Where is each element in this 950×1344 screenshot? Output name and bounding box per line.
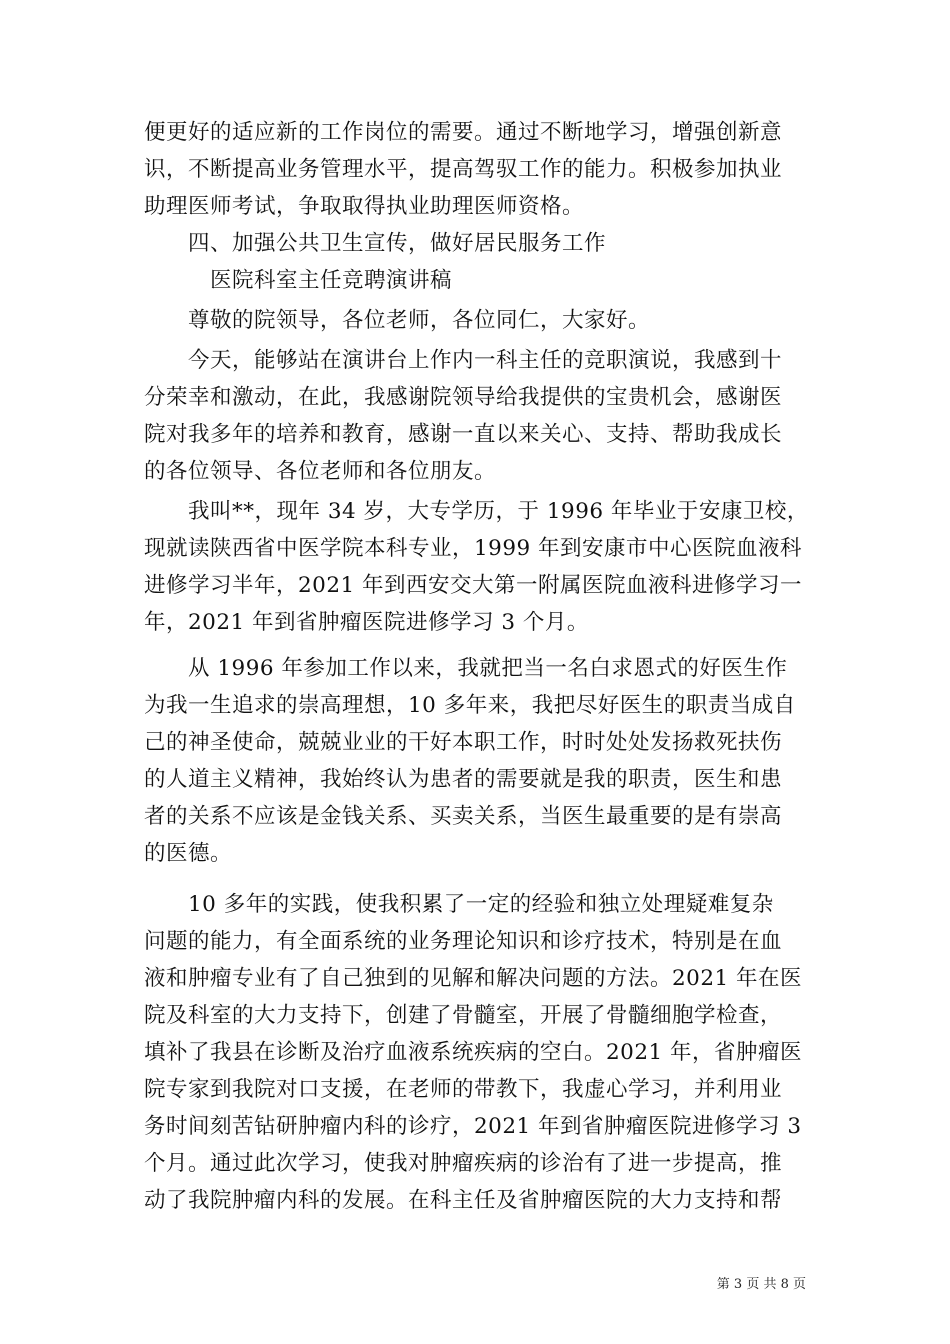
text-line: 个月。通过此次学习，使我对肿瘤疾病的诊治有了进一步提高，推 xyxy=(144,1151,783,1176)
text-line: 务时间刻苦钻研肿瘤内科的诊疗，2021 年到省肿瘤医院进修学习 3 xyxy=(144,1114,802,1139)
text-line: 己的神圣使命，兢兢业业的干好本职工作，时时处处发扬救死扶伤 xyxy=(144,730,783,755)
text-line: 的各位领导、各位老师和各位朋友。 xyxy=(144,459,497,484)
text-line: 的医德。 xyxy=(144,841,233,866)
document-body xyxy=(144,114,809,1219)
speech-title: 医院科室主任竞聘演讲稿 xyxy=(144,268,453,293)
text-line: 问题的能力，有全面系统的业务理论知识和诊疗技术，特别是在血 xyxy=(144,929,783,954)
text-line: 便更好的适应新的工作岗位的需要。通过不断地学习，增强创新意 xyxy=(144,120,783,145)
text-line: 进修学习半年，2021 年到西安交大第一附属医院血液科进修学习一 xyxy=(144,573,803,598)
text-line: 分荣幸和激动，在此，我感谢院领导给我提供的宝贵机会，感谢医 xyxy=(144,385,783,410)
page-number: 第 3 页 共 8 页 xyxy=(716,1277,806,1292)
text-line: 液和肿瘤专业有了自己独到的见解和解决问题的方法。2021 年在医 xyxy=(144,966,803,991)
text-line: 我叫**，现年 34 岁，大专学历，于 1996 年毕业于安康卫校， xyxy=(144,499,809,524)
text-line: 助理医师考试，争取取得执业助理医师资格。 xyxy=(144,194,585,219)
text-line: 填补了我县在诊断及治疗血液系统疾病的空白。2021 年，省肿瘤医 xyxy=(144,1040,803,1065)
text-line: 年，2021 年到省肿瘤医院进修学习 3 个月。 xyxy=(144,610,589,635)
text-line: 现就读陕西省中医学院本科专业，1999 年到安康市中心医院血液科 xyxy=(144,536,803,561)
section-heading: 四、加强公共卫生宣传，做好居民服务工作 xyxy=(144,231,607,256)
text-line: 为我一生追求的崇高理想，10 多年来，我把尽好医生的职责当成自 xyxy=(144,693,796,718)
text-line: 今天，能够站在演讲台上作内一科主任的竞职演说，我感到十 xyxy=(144,348,783,373)
salutation: 尊敬的院领导，各位老师，各位同仁，大家好。 xyxy=(144,308,651,333)
text-line: 者的关系不应该是金钱关系、买卖关系，当医生最重要的是有崇高 xyxy=(144,804,783,829)
text-line: 院对我多年的培养和教育，感谢一直以来关心、支持、帮助我成长 xyxy=(144,422,783,447)
text-line: 的人道主义精神，我始终认为患者的需要就是我的职责，医生和患 xyxy=(144,767,783,792)
text-line: 10 多年的实践，使我积累了一定的经验和独立处理疑难复杂 xyxy=(144,892,774,917)
text-line: 识，不断提高业务管理水平，提高驾驭工作的能力。积极参加执业 xyxy=(144,157,783,182)
text-line: 从 1996 年参加工作以来，我就把当一名白求恩式的好医生作 xyxy=(144,656,788,681)
text-line: 院专家到我院对口支援，在老师的带教下，我虚心学习，并利用业 xyxy=(144,1077,783,1102)
text-line: 院及科室的大力支持下，创建了骨髓室，开展了骨髓细胞学检查， xyxy=(144,1003,783,1028)
text-line: 动了我院肿瘤内科的发展。在科主任及省肿瘤医院的大力支持和帮 xyxy=(144,1188,783,1213)
